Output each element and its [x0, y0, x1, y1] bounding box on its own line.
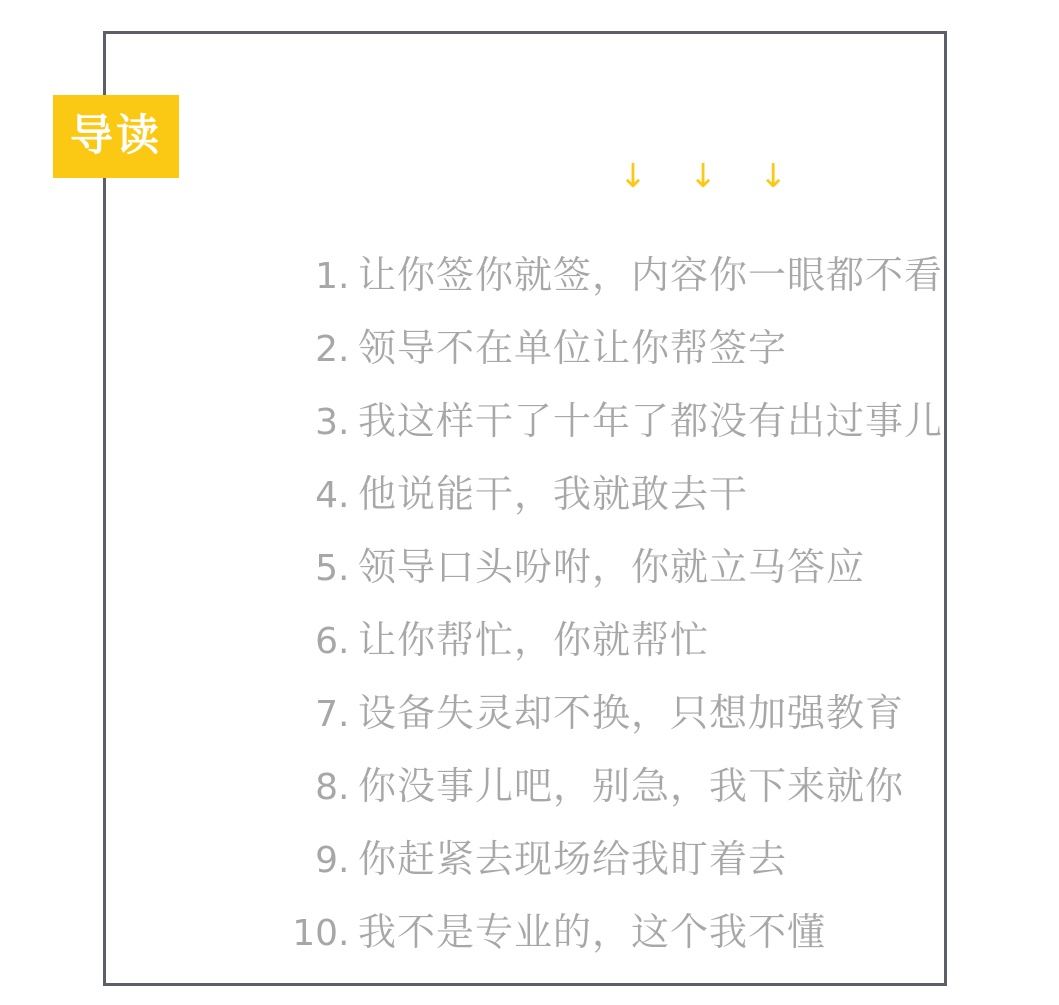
- list-item-separator: .: [338, 548, 350, 589]
- list-item-number: 1: [315, 256, 338, 297]
- list-item-number: 3: [315, 402, 338, 443]
- list-item-separator: .: [338, 694, 350, 735]
- list-item-text: 让你签你就签，内容你一眼都不看: [358, 253, 944, 297]
- list-item-text: 领导口头吩咐，你就立马答应: [358, 545, 866, 589]
- list-item: [266, 677, 966, 750]
- list-item: [266, 604, 966, 677]
- guide-list: [266, 239, 966, 969]
- list-item-text: 领导不在单位让你帮签字: [358, 326, 788, 370]
- list-item: [266, 239, 966, 312]
- list-item-separator: .: [338, 767, 350, 808]
- list-item: [266, 385, 966, 458]
- list-item-text: 让你帮忙，你就帮忙: [358, 618, 710, 662]
- list-item-number: 4: [315, 475, 338, 516]
- list-item-text: 我这样干了十年了都没有出过事儿: [358, 399, 944, 443]
- list-item-number: 6: [315, 621, 338, 662]
- list-item-text: 你没事儿吧，别急，我下来就你: [358, 764, 905, 808]
- list-item-separator: .: [338, 475, 350, 516]
- list-item-number: 9: [315, 840, 338, 881]
- list-item-number: 7: [315, 694, 338, 735]
- list-item: [266, 458, 966, 531]
- section-badge-label: 导读: [70, 112, 162, 160]
- list-item-separator: .: [338, 329, 350, 370]
- list-item: [266, 531, 966, 604]
- list-item-number: 8: [315, 767, 338, 808]
- list-item: [266, 823, 966, 896]
- section-badge: [53, 95, 179, 178]
- list-item: [266, 750, 966, 823]
- list-item-number: 2: [315, 329, 338, 370]
- list-item-separator: .: [338, 621, 350, 662]
- list-item-separator: .: [338, 256, 350, 297]
- list-item-text: 设备失灵却不换，只想加强教育: [358, 691, 905, 735]
- content-card: [103, 31, 947, 986]
- list-item-separator: .: [338, 840, 350, 881]
- list-item-separator: .: [338, 913, 350, 954]
- list-item-text: 他说能干，我就敢去干: [358, 472, 749, 516]
- list-item: [266, 312, 966, 385]
- list-item-text: 你赶紧去现场给我盯着去: [358, 837, 788, 881]
- list-item-number: 5: [315, 548, 338, 589]
- list-item-text: 我不是专业的，这个我不懂: [358, 910, 827, 954]
- list-item-separator: .: [338, 402, 350, 443]
- down-arrows-icon: ↓ ↓ ↓: [619, 156, 803, 195]
- list-item: [266, 896, 966, 969]
- list-item-number: 10: [292, 913, 338, 954]
